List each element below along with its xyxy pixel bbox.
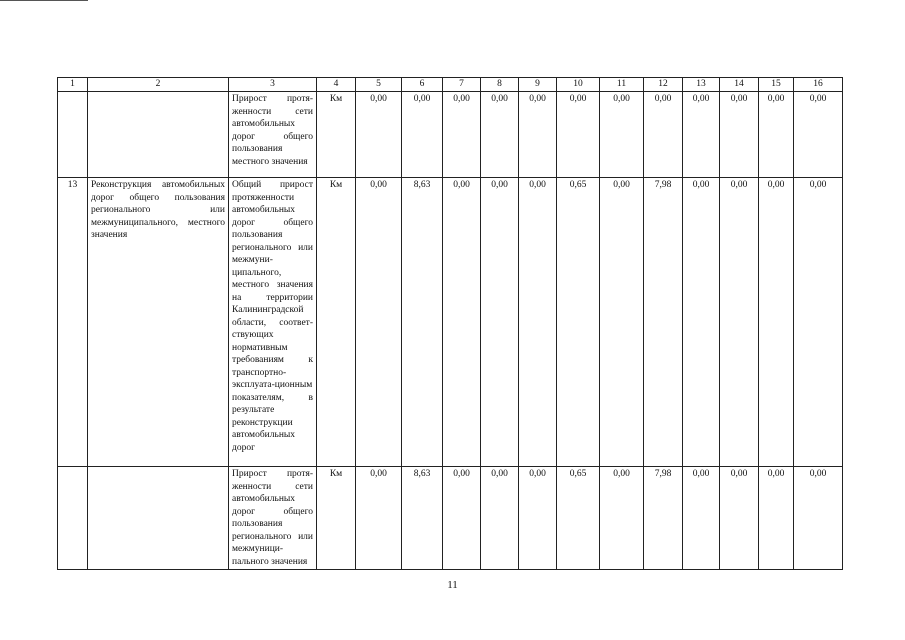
value-cell: 7,98 (644, 178, 683, 467)
value-cell: 0,00 (600, 178, 644, 467)
value-cell: 0,00 (720, 467, 759, 570)
row-number: 13 (58, 178, 88, 467)
value-cell: 0,00 (683, 467, 720, 570)
row-number (58, 467, 88, 570)
value-cell: 0,00 (519, 467, 557, 570)
header-cell: 5 (356, 78, 402, 92)
header-cell: 11 (600, 78, 644, 92)
row-unit: Км (317, 467, 356, 570)
value-cell: 0,00 (356, 467, 402, 570)
header-cell: 8 (481, 78, 519, 92)
value-cell: 0,00 (402, 92, 443, 178)
header-cell: 13 (683, 78, 720, 92)
value-cell: 0,00 (683, 92, 720, 178)
value-cell: 0,00 (519, 92, 557, 178)
header-cell: 4 (317, 78, 356, 92)
value-cell: 0,00 (720, 92, 759, 178)
header-cell: 16 (794, 78, 843, 92)
header-cell: 6 (402, 78, 443, 92)
header-cell: 1 (58, 78, 88, 92)
row-number (58, 92, 88, 178)
value-cell: 0,00 (519, 178, 557, 467)
value-cell: 0,00 (356, 178, 402, 467)
table-row (58, 178, 843, 467)
value-cell: 0,65 (557, 467, 600, 570)
row-indicator: Прирост протя-женности сети автомобильных дорог общего пользования регионального или межмуници-пального значения (229, 467, 317, 570)
value-cell: 0,00 (759, 178, 794, 467)
row-description (88, 467, 229, 570)
value-cell: 0,00 (683, 178, 720, 467)
row-description: Реконструкция автомобильных дорог общего пользования регионального или межмуниципального, местного значения (88, 178, 229, 467)
header-cell: 2 (88, 78, 229, 92)
value-cell: 0,00 (443, 467, 481, 570)
header-row (58, 78, 843, 92)
row-unit: Км (317, 92, 356, 178)
header-cell: 14 (720, 78, 759, 92)
value-cell: 0,00 (356, 92, 402, 178)
value-cell: 0,00 (759, 467, 794, 570)
row-indicator: Общий прирост протяженности автомобильных дорог общего пользования регионального или межмуни-ципального, местного значения на территории Калининградской области, соответ-ствующих нормативным требованиям к транспортно-эксплуата-ционным показателям, в результате реконструкции автомобильных дорог (229, 178, 317, 467)
value-cell: 0,00 (720, 178, 759, 467)
value-cell: 0,00 (600, 92, 644, 178)
data-table (57, 77, 843, 570)
value-cell: 0,65 (557, 178, 600, 467)
value-cell: 8,63 (402, 178, 443, 467)
value-cell: 0,00 (443, 178, 481, 467)
page-number: 11 (447, 579, 458, 591)
value-cell: 0,00 (481, 178, 519, 467)
value-cell: 7,98 (644, 467, 683, 570)
value-cell: 0,00 (443, 92, 481, 178)
row-unit: Км (317, 178, 356, 467)
table-row (58, 467, 843, 570)
header-cell: 3 (229, 78, 317, 92)
value-cell: 0,00 (481, 467, 519, 570)
header-cell: 10 (557, 78, 600, 92)
value-cell: 0,00 (600, 467, 644, 570)
value-cell: 0,00 (644, 92, 683, 178)
top-edge-line (0, 0, 88, 1)
header-cell: 9 (519, 78, 557, 92)
value-cell: 0,00 (794, 178, 843, 467)
value-cell: 8,63 (402, 467, 443, 570)
value-cell: 0,00 (481, 92, 519, 178)
value-cell: 0,00 (794, 92, 843, 178)
header-cell: 12 (644, 78, 683, 92)
header-cell: 7 (443, 78, 481, 92)
row-description (88, 92, 229, 178)
value-cell: 0,00 (794, 467, 843, 570)
header-cell: 15 (759, 78, 794, 92)
value-cell: 0,00 (759, 92, 794, 178)
table-row (58, 92, 843, 178)
row-indicator: Прирост протя-женности сети автомобильных дорог общего пользования местного значения (229, 92, 317, 178)
value-cell: 0,00 (557, 92, 600, 178)
